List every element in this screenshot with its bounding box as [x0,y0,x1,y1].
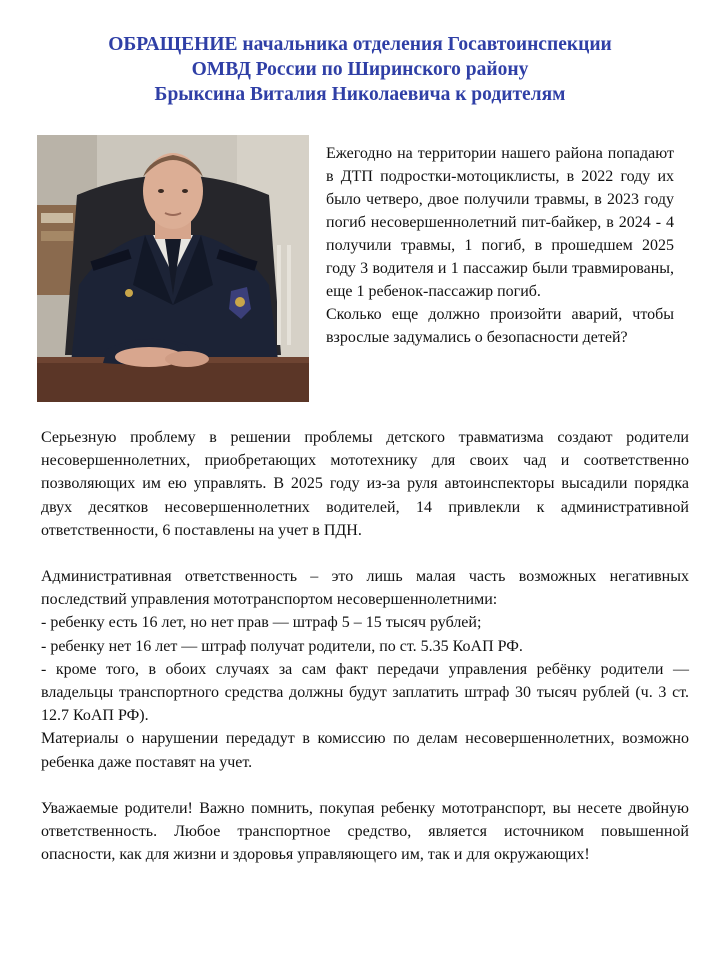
paragraph-parents-problem: Серьезную проблему в решении проблемы детского травматизма создают родители несовершеннолетних, приобретающих мототехнику для своих чад и соответственно позволяющих им ею управлять. В 2025 году из-за руля автоинспекторы высадили порядка двух десятков несовершеннолетних водителей, 14 привлекли к административной ответственности, 6 поставлены на учет в ПДН. [41,429,689,539]
paragraph-gap [41,542,689,565]
intro-paragraph-question: Сколько еще должно произойти аварий, чтобы взрослые задумались о безопасности детей? [326,306,674,346]
paragraph-commission: Материалы о нарушении передадут в комиссию по делам несовершеннолетних, возможно ребенка даже поставят на учет. [41,730,689,771]
title-line-1: ОБРАЩЕНИЕ начальника отделения Госавтоинспекции [108,34,612,55]
list-item-owner-fine: - кроме того, в обоих случаях за сам факт передачи управления ребёнку родители — владельцы транспортного средства должны будут заплатить штраф 30 тысяч рублей (ч. 3 ст. 12.7 КоАП РФ). [41,660,689,725]
main-text [41,426,689,866]
title-line-2: ОМВД России по Ширинского району [191,59,529,80]
paragraph-liability-intro: Административная ответственность – это лишь малая часть возможных негативных последствий управления мототранспортом несовершеннолетними: [41,568,689,609]
list-item-over-16: - ребенку есть 16 лет, но нет прав — штраф 5 – 15 тысяч рублей; [41,614,482,632]
paragraph-appeal: Уважаемые родители! Важно помнить, покупая ребенку мототранспорт, вы несете двойную ответственность. Любое транспортное средство, является источником повышенной опасности, как для жизни и здоровья управляющего им, так и для окружающих! [41,799,689,864]
title-line-3: Брыксина Виталия Николаевича к родителям [154,84,566,105]
intro-paragraph-statistics: Ежегодно на территории нашего района попадают в ДТП подростки-мотоциклисты, в 2022 году их было четверо, двое получили травмы, в 2023 году погиб несовершеннолетний пит-байкер, в 2024 - 4 получили травмы, 1 погиб, в прошедшем 2025 году 3 водителя и 1 пассажир были травмированы, еще 1 ребенок-пассажир погиб. [326,145,674,300]
paragraph-gap [41,774,689,797]
document-title [30,32,690,107]
list-item-under-16: - ребенку нет 16 лет — штраф получат родители, по ст. 5.35 КоАП РФ. [41,637,523,655]
intro-text [326,142,674,349]
officer-photo [37,135,309,402]
officer-portrait-image [37,135,309,402]
